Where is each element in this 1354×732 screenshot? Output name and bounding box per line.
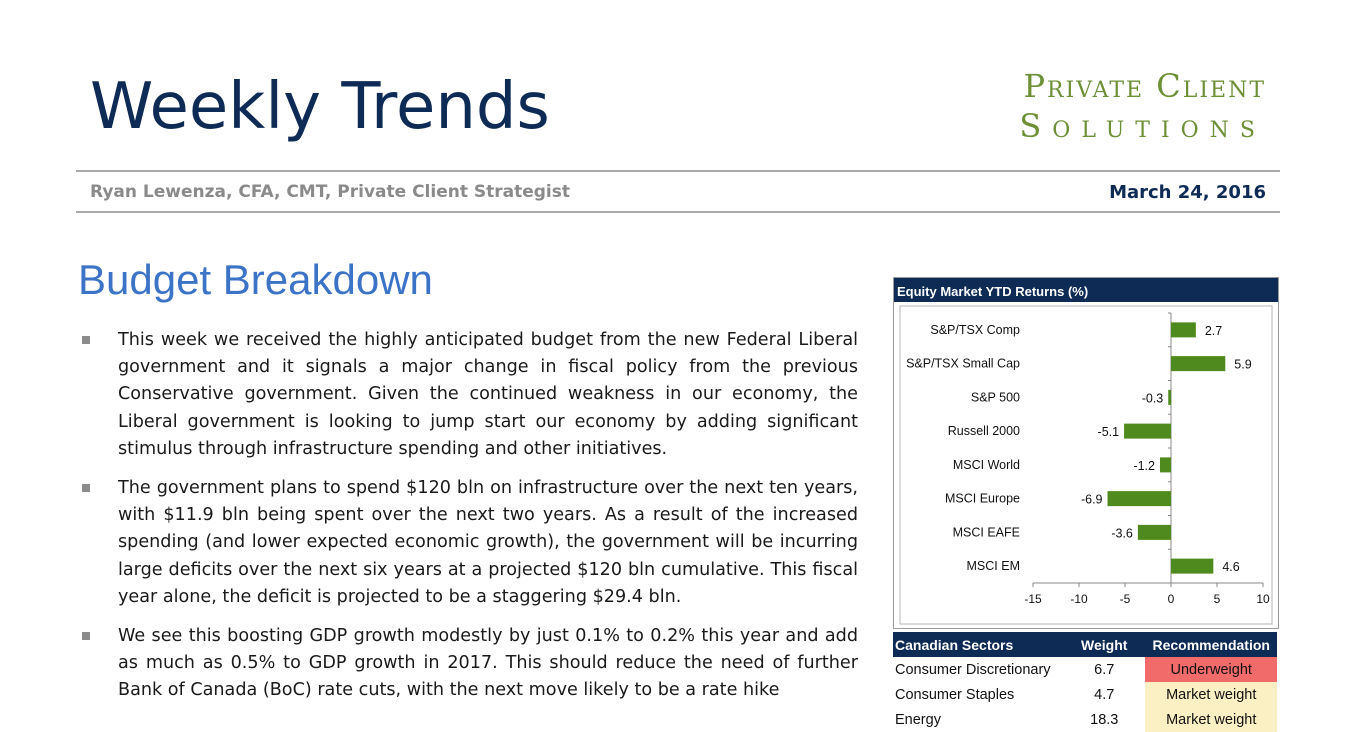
sector-recommendation: Market weight xyxy=(1145,707,1277,732)
equity-returns-chart xyxy=(894,278,1278,628)
x-tick-label: -15 xyxy=(1024,592,1042,606)
table-row xyxy=(893,707,1277,732)
chart-bar xyxy=(1108,491,1171,506)
publish-date: March 24, 2016 xyxy=(1109,182,1266,203)
sector-recommendation: Underweight xyxy=(1145,657,1277,682)
x-tick-label: 5 xyxy=(1213,592,1221,606)
data-label: 5.9 xyxy=(1234,357,1252,372)
sector-weight: 18.3 xyxy=(1090,711,1119,728)
bullet-list xyxy=(80,327,858,717)
table-row xyxy=(893,657,1277,682)
bullet-text: We see this boosting GDP growth modestly by just 0.1% to 0.2% this year and add as much as 0.5% to GDP growth in 2017. This should reduce the need of further Bank of Canada (BoC) rate cuts, with the next move likely to be a rate hike xyxy=(118,626,858,701)
canadian-sectors-table xyxy=(893,632,1277,732)
data-label: -6.9 xyxy=(1080,492,1103,507)
header-rule-bottom xyxy=(76,211,1280,213)
brand-line-2: Solutions xyxy=(1019,107,1266,145)
category-label: Russell 2000 xyxy=(947,424,1020,439)
bullet-square-icon xyxy=(82,336,90,344)
category-label: MSCI EAFE xyxy=(952,525,1020,540)
bullet-square-icon xyxy=(82,484,90,492)
header-rule-top xyxy=(76,170,1280,172)
equity-returns-chart-panel xyxy=(893,277,1279,629)
sector-name: Consumer Discretionary xyxy=(895,661,1051,678)
category-label: MSCI EM xyxy=(966,559,1020,574)
bullet-item xyxy=(80,327,858,463)
sector-name: Consumer Staples xyxy=(895,686,1015,703)
x-tick-label: -10 xyxy=(1070,592,1088,606)
chart-bar xyxy=(1138,525,1171,540)
category-label: MSCI World xyxy=(952,457,1020,472)
chart-bar xyxy=(1171,559,1213,574)
category-label: MSCI Europe xyxy=(944,491,1020,506)
category-label: S&P 500 xyxy=(970,390,1020,405)
data-label: 4.6 xyxy=(1222,560,1240,575)
page-title: Weekly Trends xyxy=(90,70,550,144)
bullet-item xyxy=(80,623,858,705)
column-header-weight: Weight xyxy=(1063,632,1145,657)
sector-weight: 4.7 xyxy=(1094,686,1115,703)
chart-bar xyxy=(1171,322,1196,337)
data-label: -1.2 xyxy=(1133,458,1155,473)
column-header-sector: Canadian Sectors xyxy=(893,632,1063,657)
bullet-item xyxy=(80,475,858,611)
table-header-row xyxy=(893,632,1277,657)
data-label: 2.7 xyxy=(1204,323,1223,338)
author-byline: Ryan Lewenza, CFA, CMT, Private Client Strategist xyxy=(90,182,571,202)
table-row xyxy=(893,682,1277,707)
chart-title: Equity Market YTD Returns (%) xyxy=(894,278,1278,302)
sector-name: Energy xyxy=(895,711,941,728)
column-header-recommendation: Recommendation xyxy=(1145,632,1277,657)
x-tick-label: 10 xyxy=(1256,592,1270,606)
category-label: S&P/TSX Comp xyxy=(930,322,1020,337)
chart-bar xyxy=(1160,457,1171,472)
brand-line-1: Private Client xyxy=(1023,67,1266,105)
data-label: -5.1 xyxy=(1097,425,1120,440)
category-label: S&P/TSX Small Cap xyxy=(906,356,1020,371)
sector-recommendation: Market weight xyxy=(1145,682,1277,707)
bullet-text: The government plans to spend $120 bln on infrastructure over the next ten years, with $11.9 bln being spent over the next two years. As a result of the increased spending (and lower expected economic growth), the government will be incurring large deficits over the next six years at a projected $120 bln cumulative. This fiscal year alone, the deficit is projected to be a staggering $29.4 bln. xyxy=(118,478,858,607)
bullet-square-icon xyxy=(82,632,90,640)
data-label: -0.3 xyxy=(1141,391,1164,406)
section-title: Budget Breakdown xyxy=(78,256,433,303)
x-tick-label: -5 xyxy=(1119,592,1131,606)
bullet-text: This week we received the highly anticipated budget from the new Federal Liberal government and it signals a major change in fiscal policy from the previous Conservative government. Given the continued weakness in our economy, the Liberal government is looking to jump start our economy by adding significant stimulus through infrastructure spending and other initiatives. xyxy=(118,330,858,459)
sector-weight: 6.7 xyxy=(1094,661,1115,678)
chart-bar xyxy=(1171,356,1225,371)
brand-logo xyxy=(1019,67,1266,145)
x-tick-label: 0 xyxy=(1167,592,1175,606)
chart-bar xyxy=(1168,390,1171,405)
data-label: -3.6 xyxy=(1111,526,1133,541)
chart-bar xyxy=(1124,424,1171,439)
